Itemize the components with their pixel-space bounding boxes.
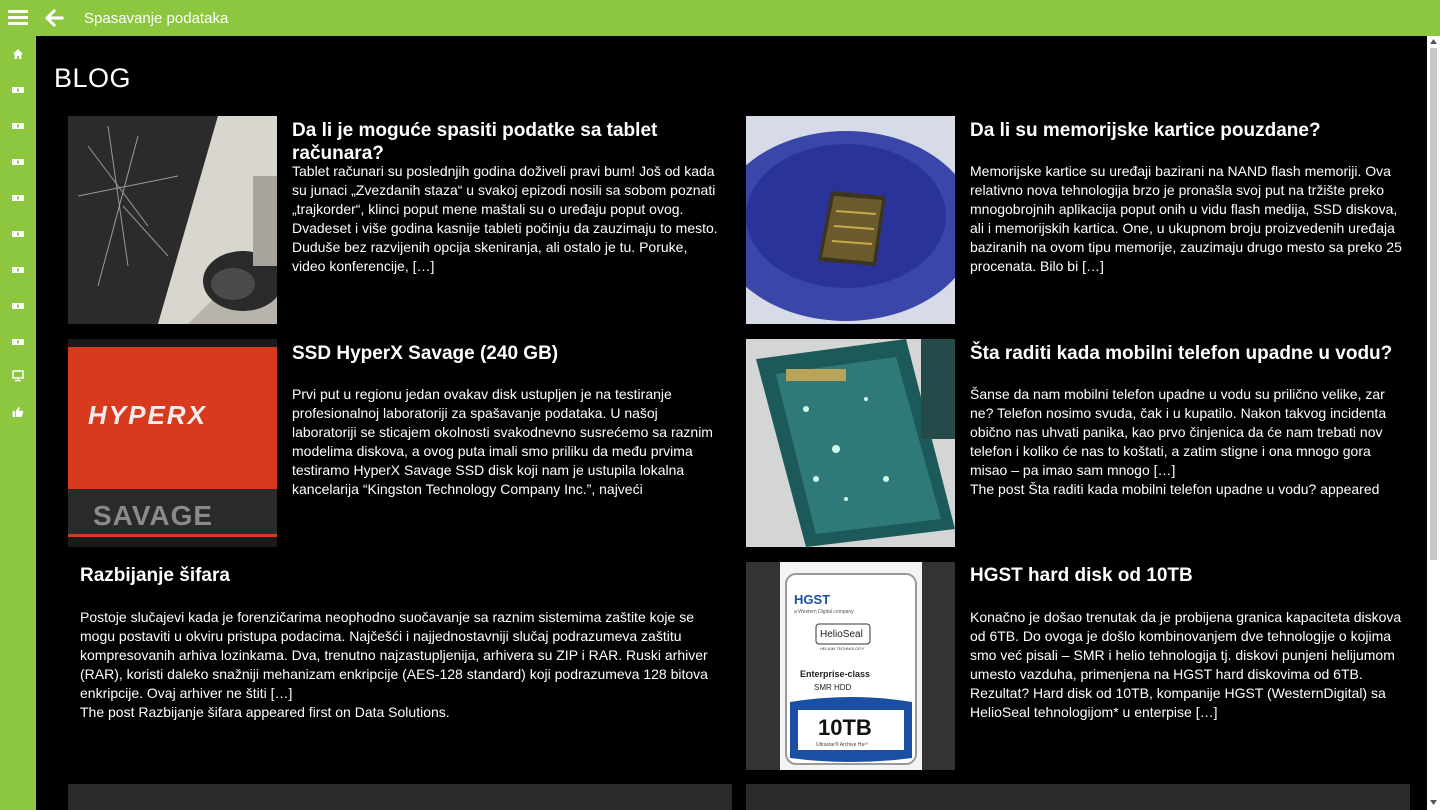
- ticket-icon: [12, 122, 24, 130]
- sidebar-item-8[interactable]: [8, 332, 28, 352]
- post-title[interactable]: Da li su memorijske kartice pouzdane?: [970, 120, 1321, 141]
- post-thumbnail-memory-card[interactable]: [746, 116, 955, 324]
- ticket-icon: [12, 86, 24, 94]
- ticket-icon: [12, 158, 24, 166]
- ticket-icon: [12, 338, 24, 346]
- scroll-down-icon[interactable]: [1430, 800, 1437, 805]
- post-title[interactable]: Razbijanje šifara: [80, 565, 230, 586]
- helioseal-label: HelioSeal: [820, 629, 863, 640]
- hgst-capacity-label: 10TB: [818, 715, 872, 740]
- sidebar-item-7[interactable]: [8, 296, 28, 316]
- ticket-icon: [12, 230, 24, 238]
- sidebar-item-2[interactable]: [8, 116, 28, 136]
- post-excerpt: Prvi put u regionu jedan ovakav disk ustupljen je na testiranje profesionalnoj laboratoriji za spašavanje podataka. U našoj laboratoriji se sticajem okolnosti svakodnevno susrećemo sa raznim modelima diskova, a ovog puta imali smo priliku da među prvima testiramo HyperX Savage SSD disk koji nam je ustupila lokalna kancelarija “Kingston Technology Company Inc.”, najveći: [292, 386, 713, 497]
- post-title[interactable]: SSD HyperX Savage (240 GB): [292, 343, 559, 364]
- post-excerpt: Konačno je došao trenutak da je probijena granica kapaciteta diskova od 6TB. Do ovoga je došlo kombinovanjem dve tehnologije o kojima smo već pisali – SMR i helio tehnologija tj. diskovi punjeni helijumom umesto vazduha, primenjena na HGST hard diskovima od 6TB. Rezultat? Hard disk od 10TB, kompanije HGST (WesternDigital) sa HelioSeal tehnologijom* u enterpise […]: [970, 609, 1402, 720]
- hyperx-logo: HYPERX: [88, 400, 207, 430]
- title-bar: [0, 0, 1440, 36]
- scroll-up-icon[interactable]: [1430, 39, 1437, 44]
- sidebar-item-6[interactable]: [8, 260, 28, 280]
- vertical-scrollbar[interactable]: [1427, 36, 1440, 810]
- ticket-icon: [12, 194, 24, 202]
- sidebar-item-presentation[interactable]: [8, 366, 28, 386]
- ticket-icon: [12, 266, 24, 274]
- sidebar-item-1[interactable]: [8, 80, 28, 100]
- sidebar-item-like[interactable]: [8, 402, 28, 422]
- thumbs-up-icon: [12, 406, 24, 418]
- hgst-type-label: SMR HDD: [814, 683, 852, 692]
- sidebar-item-5[interactable]: [8, 224, 28, 244]
- post-card[interactable]: [746, 784, 1410, 810]
- scrollbar-thumb[interactable]: [1430, 48, 1437, 560]
- hamburger-menu-icon[interactable]: [8, 10, 28, 26]
- sidebar-item-home[interactable]: [8, 44, 28, 64]
- post-excerpt: Memorijske kartice su uređaji bazirani na NAND flash memoriji. Ova relativno nova tehnologija brzo je pronašla svoj put na tržište preko mnogobrojnih aplikacija poput onih u vidu flash medija, SSD diskova, ali i memorijskih kartica. One, u ukupnom broju proizvedenih uređaja baziranih na ovom tipu memorije, zauzimaju drugo mesto sa preko 25 procenata. Bilo bi […]: [970, 163, 1402, 274]
- post-title[interactable]: HGST hard disk od 10TB: [970, 565, 1193, 586]
- post-title[interactable]: Šta raditi kada mobilni telefon upadne u vodu?: [970, 343, 1393, 364]
- ticket-icon: [12, 302, 24, 310]
- hgst-class-label: Enterprise-class: [800, 669, 871, 679]
- post-title[interactable]: Da li je moguće spasiti podatke sa tablet računara?: [292, 120, 658, 164]
- sidebar: [0, 36, 36, 810]
- post-thumbnail-wet-phone[interactable]: [746, 339, 955, 547]
- app-title: Spasavanje podataka: [84, 10, 229, 27]
- sidebar-item-3[interactable]: [8, 152, 28, 172]
- post-thumbnail-hgst-disk[interactable]: [746, 562, 955, 770]
- post-thumbnail-hyperx-ssd[interactable]: [68, 339, 277, 547]
- post-card[interactable]: [68, 784, 732, 810]
- sidebar-item-4[interactable]: [8, 188, 28, 208]
- post-excerpt: Postoje slučajevi kada je forenzičarima neophodno suočavanje sa raznim sistemima zaštite koje se mogu postaviti u okviru pristupa podacima. Najčešći i najjednostavniji slučaj podrazumeva zaštitu kompresovanih arhiva lozinkama. Dva, trenutno najzastupljenija, arhivera su ZIP i RAR. Ruski arhiver (RAR), koristi daleko snažniji mehanizam enkripcije (AES-128 standard) koji podrazumeva 128 bitova enkripcije. Ovaj arhiver ne štiti […] The post Razbijanje šifara appeared first on Data Solutions.: [80, 609, 708, 720]
- back-arrow-icon[interactable]: [42, 6, 66, 30]
- home-icon: [12, 48, 24, 60]
- hgst-series-label: Ultrastar® Archive Ha¹⁰: [816, 742, 868, 748]
- post-excerpt: Tablet računari su poslednjih godina doživeli pravi bum! Još od kada su junaci „Zvezdanih staza“ u svakoj epizodi nosili sa sobom poznati „trajkorder“, klinci poput mene maštali su o uređaju poput ovog. Dvadeset i više godina kasnije tableti počinju da zauzimaju to mesto. Duduše bez razvijenih opcija skeniranja, ali ostalo je tu. Poruke, video konferencije, […]: [292, 163, 718, 274]
- presentation-icon: [12, 370, 24, 382]
- blog-content: [36, 36, 1427, 810]
- helioseal-subtitle: HELIUM TECHNOLOGY: [820, 646, 865, 651]
- page-title: BLOG: [54, 63, 132, 93]
- post-excerpt: Šanse da nam mobilni telefon upadne u vodu su prilično velike, zar ne? Telefon nosimo svuda, čak i u kupatilo. Nakon takvog incidenta obično nas uhvati panika, kao prvo činjenica da će nam trebati nov telefon i koliko će nas to koštati, a zatim stigne i ona mnogo gora misao – pa imao sam mnogo […] The post Šta raditi kada mobilni telefon upadne u vodu? appeared: [970, 386, 1387, 497]
- hgst-subtitle: a Western Digital company: [794, 609, 854, 615]
- savage-label: SAVAGE: [93, 500, 214, 531]
- post-thumbnail-tablet[interactable]: [68, 116, 277, 324]
- hgst-logo: HGST: [794, 592, 831, 607]
